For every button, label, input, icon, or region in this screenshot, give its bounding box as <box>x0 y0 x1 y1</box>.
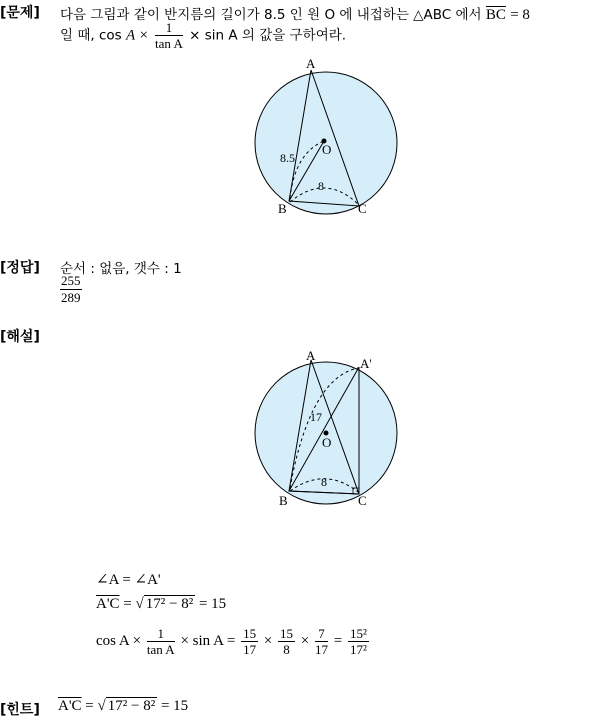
answer-tag: [정답] <box>0 260 40 276</box>
label-a: A <box>306 58 316 71</box>
eq3-frac-5 <box>348 626 369 657</box>
eq3-f3-num: 15 <box>280 626 294 641</box>
problem-text-2b: × sin A 의 값을 구하여라. <box>189 27 347 44</box>
hint-segment: A'C <box>58 698 82 714</box>
eq3-frac-1 <box>147 626 175 657</box>
eq3-frac-3 <box>278 626 295 657</box>
segment-a-prime-c: A'C <box>96 596 120 612</box>
problem-fraction <box>155 20 183 51</box>
label-radius: 8.5 <box>280 151 295 165</box>
eq3-f1-num: 1 <box>147 626 175 642</box>
eq3-f5-den: 17² <box>349 642 367 657</box>
problem-text-1: 다음 그림과 같이 반지름의 길이가 8.5 인 원 O 에 내접하는 △ABC 에서 <box>60 7 482 23</box>
eq3-f2-num: 15 <box>243 626 257 641</box>
times-1: × <box>263 632 273 649</box>
answer-fraction <box>60 273 82 306</box>
hint-radicand: 17² − 8² <box>107 698 156 714</box>
eq3-f1-den: tan A <box>146 642 175 657</box>
answer-numerator: 255 <box>61 273 81 288</box>
bc-value: = 8 <box>510 7 530 23</box>
hint-value: = 15 <box>160 698 189 714</box>
problem-text-2a: 일 때, cos <box>60 27 122 44</box>
equation-angle: ∠A = ∠A' <box>96 572 161 588</box>
eq3-frac-2 <box>241 626 258 657</box>
hint-equation <box>58 698 188 715</box>
sqrt-symbol: √ <box>135 596 144 612</box>
label-o: O <box>322 142 332 157</box>
label-b-2: B <box>279 493 288 508</box>
hint-tag: [힌트] <box>0 702 40 718</box>
eq3-f4-den: 17 <box>315 642 328 657</box>
equation-product <box>96 626 371 657</box>
eq3-prefix: cos A × <box>96 632 142 649</box>
equation-a-prime-c <box>96 596 226 613</box>
figure-1 <box>250 58 400 218</box>
eq2-value: = 15 <box>198 596 227 612</box>
problem-tag: [문제] <box>0 5 40 21</box>
fraction-denominator: tan A <box>155 36 183 51</box>
label-o-2: O <box>322 435 332 450</box>
label-a-prime: A' <box>360 356 372 371</box>
eq3-frac-4 <box>315 626 328 657</box>
figure-2 <box>250 348 400 510</box>
label-bc-length: 8 <box>318 179 324 193</box>
answer-line: 순서 : 없음, 갯수 : 1 <box>60 261 182 277</box>
problem-line-2 <box>60 20 346 51</box>
label-bc-length-2: 8 <box>321 475 327 489</box>
hint-equals: = <box>85 698 94 714</box>
solution-tag: [해설] <box>0 329 40 345</box>
times-2: × <box>300 632 310 649</box>
eq3-f3-den: 8 <box>283 642 290 657</box>
equals-2: = <box>333 632 343 649</box>
label-c: C <box>358 201 367 216</box>
label-diameter: 17 <box>310 410 322 424</box>
label-b: B <box>278 201 287 216</box>
fraction-numerator: 1 <box>155 20 183 36</box>
hint-sqrt-symbol: √ <box>97 698 106 714</box>
equals-sign: = <box>123 596 132 612</box>
label-a-2: A <box>306 348 316 363</box>
sqrt-radicand: 17² − 8² <box>145 596 194 612</box>
eq3-mid: × sin A = <box>180 632 236 649</box>
eq3-f2-den: 17 <box>243 642 257 657</box>
eq3-f5-num: 15² <box>349 626 367 641</box>
eq3-f4-num: 7 <box>315 626 328 642</box>
answer-denominator: 289 <box>61 290 81 305</box>
angle-a: A × <box>125 27 149 44</box>
segment-bc: $\overline{BC}$ <box>485 7 506 23</box>
label-c-2: C <box>358 493 367 508</box>
